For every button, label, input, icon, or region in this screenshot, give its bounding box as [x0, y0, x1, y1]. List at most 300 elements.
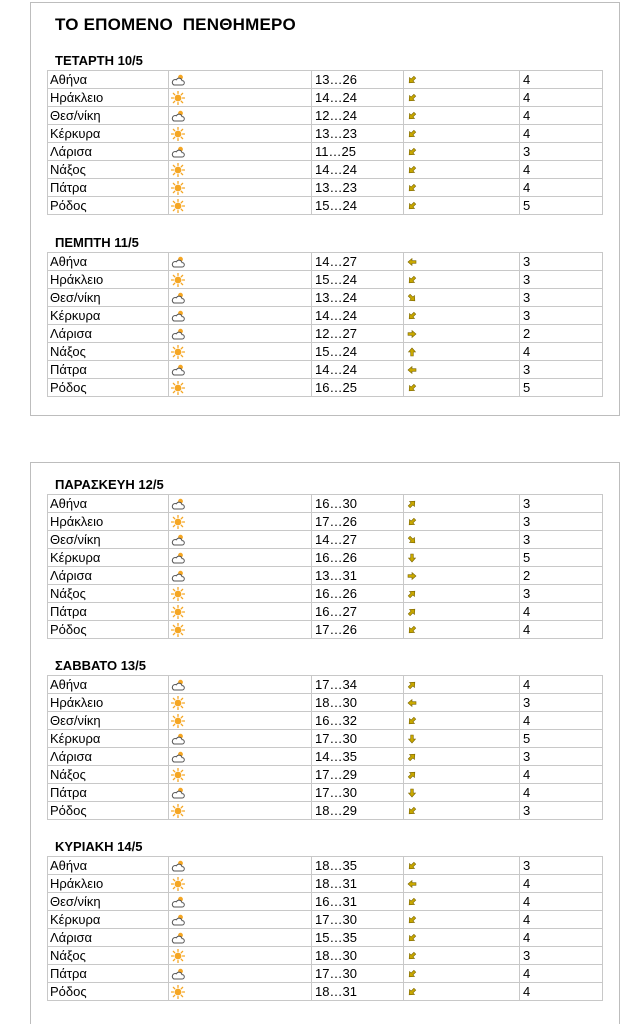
- temperature-range: 16…32: [312, 712, 404, 730]
- temperature-range: 17…26: [312, 513, 404, 531]
- table-row: [48, 361, 603, 379]
- wind-cell: [404, 71, 520, 89]
- temperature-range: 18…31: [312, 983, 404, 1001]
- wind-cell: [404, 585, 520, 603]
- sun-icon: [171, 804, 309, 818]
- weather-cell: [169, 361, 312, 379]
- partly-cloudy-icon: [171, 327, 309, 341]
- wind-beaufort: 4: [520, 89, 603, 107]
- wind-cell: [404, 983, 520, 1001]
- city-name: Κέρκυρα: [48, 307, 169, 325]
- partly-cloudy-icon: [171, 732, 309, 746]
- weather-cell: [169, 379, 312, 397]
- wind-cell: [404, 289, 520, 307]
- wind-w-icon: [407, 879, 517, 889]
- temperature-range: 16…26: [312, 549, 404, 567]
- wind-beaufort: 4: [520, 712, 603, 730]
- sun-icon: [171, 199, 309, 213]
- city-name: Αθήνα: [48, 71, 169, 89]
- wind-e-icon: [407, 329, 517, 339]
- city-name: Ηράκλειο: [48, 875, 169, 893]
- weather-cell: [169, 271, 312, 289]
- temperature-range: 15…24: [312, 271, 404, 289]
- weather-cell: [169, 621, 312, 639]
- weather-cell: [169, 585, 312, 603]
- wind-cell: [404, 784, 520, 802]
- wind-cell: [404, 567, 520, 585]
- table-row: [48, 983, 603, 1001]
- wind-cell: [404, 893, 520, 911]
- weather-cell: [169, 549, 312, 567]
- wind-cell: [404, 253, 520, 271]
- wind-beaufort: 3: [520, 802, 603, 820]
- wind-s-icon: [407, 788, 517, 798]
- wind-cell: [404, 694, 520, 712]
- wind-ne-icon: [407, 607, 517, 617]
- weather-cell: [169, 495, 312, 513]
- city-name: Ηράκλειο: [48, 89, 169, 107]
- wind-beaufort: 4: [520, 965, 603, 983]
- weather-cell: [169, 253, 312, 271]
- wind-beaufort: 4: [520, 911, 603, 929]
- wind-beaufort: 4: [520, 784, 603, 802]
- table-row: [48, 676, 603, 694]
- wind-beaufort: 4: [520, 621, 603, 639]
- table-row: [48, 748, 603, 766]
- table-row: [48, 143, 603, 161]
- sun-icon: [171, 605, 309, 619]
- weather-cell: [169, 893, 312, 911]
- city-name: Ηράκλειο: [48, 513, 169, 531]
- wind-beaufort: 4: [520, 929, 603, 947]
- wind-sw-icon: [407, 383, 517, 393]
- temperature-range: 18…31: [312, 875, 404, 893]
- temperature-range: 13…23: [312, 179, 404, 197]
- temperature-range: 18…35: [312, 857, 404, 875]
- wind-cell: [404, 379, 520, 397]
- wind-beaufort: 3: [520, 513, 603, 531]
- city-name: Αθήνα: [48, 676, 169, 694]
- weather-cell: [169, 307, 312, 325]
- wind-cell: [404, 712, 520, 730]
- sun-icon: [171, 515, 309, 529]
- wind-cell: [404, 621, 520, 639]
- table-row: [48, 585, 603, 603]
- weather-cell: [169, 89, 312, 107]
- day-title: ΠΑΡΑΣΚΕΥΗ 12/5: [55, 477, 164, 492]
- sun-icon: [171, 768, 309, 782]
- sun-icon: [171, 345, 309, 359]
- wind-beaufort: 5: [520, 549, 603, 567]
- wind-ne-icon: [407, 589, 517, 599]
- city-name: Πάτρα: [48, 965, 169, 983]
- weather-cell: [169, 784, 312, 802]
- weather-cell: [169, 911, 312, 929]
- wind-sw-icon: [407, 861, 517, 871]
- weather-cell: [169, 875, 312, 893]
- temperature-range: 15…24: [312, 197, 404, 215]
- table-row: [48, 513, 603, 531]
- wind-w-icon: [407, 257, 517, 267]
- wind-beaufort: 4: [520, 71, 603, 89]
- temperature-range: 18…30: [312, 947, 404, 965]
- table-row: [48, 343, 603, 361]
- temperature-range: 15…35: [312, 929, 404, 947]
- temperature-range: 14…35: [312, 748, 404, 766]
- page-title: ΤΟ ΕΠΟΜΕΝΟ ΠΕΝΘΗΜΕΡΟ: [55, 15, 296, 34]
- sun-icon: [171, 949, 309, 963]
- wind-beaufort: 3: [520, 143, 603, 161]
- wind-sw-icon: [407, 987, 517, 997]
- wind-cell: [404, 748, 520, 766]
- temperature-range: 14…24: [312, 361, 404, 379]
- city-name: Λάρισα: [48, 325, 169, 343]
- wind-e-icon: [407, 571, 517, 581]
- table-row: [48, 730, 603, 748]
- temperature-range: 17…30: [312, 911, 404, 929]
- temperature-range: 13…23: [312, 125, 404, 143]
- temperature-range: 16…25: [312, 379, 404, 397]
- table-row: [48, 289, 603, 307]
- temperature-range: 17…26: [312, 621, 404, 639]
- sun-icon: [171, 163, 309, 177]
- temperature-range: 13…24: [312, 289, 404, 307]
- wind-ne-icon: [407, 680, 517, 690]
- partly-cloudy-icon: [171, 931, 309, 945]
- city-name: Θεσ/νίκη: [48, 531, 169, 549]
- table-row: [48, 161, 603, 179]
- partly-cloudy-icon: [171, 255, 309, 269]
- table-row: [48, 549, 603, 567]
- partly-cloudy-icon: [171, 786, 309, 800]
- wind-cell: [404, 125, 520, 143]
- table-row: [48, 621, 603, 639]
- table-row: [48, 197, 603, 215]
- wind-cell: [404, 143, 520, 161]
- wind-beaufort: 3: [520, 857, 603, 875]
- city-name: Ρόδος: [48, 197, 169, 215]
- wind-w-icon: [407, 365, 517, 375]
- city-name: Ρόδος: [48, 379, 169, 397]
- forecast-table: [47, 70, 603, 215]
- city-name: Θεσ/νίκη: [48, 289, 169, 307]
- wind-beaufort: 3: [520, 495, 603, 513]
- wind-cell: [404, 307, 520, 325]
- wind-sw-icon: [407, 93, 517, 103]
- weather-cell: [169, 712, 312, 730]
- weather-cell: [169, 71, 312, 89]
- wind-cell: [404, 197, 520, 215]
- wind-sw-icon: [407, 915, 517, 925]
- city-name: Κέρκυρα: [48, 911, 169, 929]
- temperature-range: 14…24: [312, 89, 404, 107]
- page-sheet-2: [30, 462, 620, 1024]
- wind-sw-icon: [407, 897, 517, 907]
- forecast-table: [47, 856, 603, 1001]
- temperature-range: 12…27: [312, 325, 404, 343]
- table-row: [48, 71, 603, 89]
- day-title: ΚΥΡΙΑΚΗ 14/5: [55, 839, 143, 854]
- sun-icon: [171, 91, 309, 105]
- weather-cell: [169, 857, 312, 875]
- table-row: [48, 893, 603, 911]
- city-name: Πάτρα: [48, 603, 169, 621]
- sun-icon: [171, 985, 309, 999]
- sun-icon: [171, 623, 309, 637]
- table-row: [48, 784, 603, 802]
- sun-icon: [171, 273, 309, 287]
- table-row: [48, 495, 603, 513]
- temperature-range: 17…34: [312, 676, 404, 694]
- wind-sw-icon: [407, 111, 517, 121]
- wind-cell: [404, 343, 520, 361]
- wind-beaufort: 3: [520, 947, 603, 965]
- wind-cell: [404, 161, 520, 179]
- wind-beaufort: 3: [520, 748, 603, 766]
- temperature-range: 18…30: [312, 694, 404, 712]
- forecast-table: [47, 252, 603, 397]
- weather-cell: [169, 143, 312, 161]
- temperature-range: 11…25: [312, 143, 404, 161]
- wind-cell: [404, 513, 520, 531]
- wind-beaufort: 4: [520, 875, 603, 893]
- temperature-range: 18…29: [312, 802, 404, 820]
- table-row: [48, 89, 603, 107]
- weather-cell: [169, 197, 312, 215]
- temperature-range: 14…27: [312, 253, 404, 271]
- wind-cell: [404, 857, 520, 875]
- wind-beaufort: 3: [520, 694, 603, 712]
- table-row: [48, 179, 603, 197]
- wind-beaufort: 3: [520, 271, 603, 289]
- table-row: [48, 712, 603, 730]
- forecast-table: [47, 675, 603, 820]
- table-row: [48, 802, 603, 820]
- weather-cell: [169, 983, 312, 1001]
- partly-cloudy-icon: [171, 497, 309, 511]
- weather-cell: [169, 531, 312, 549]
- day-title: ΣΑΒΒΑΤΟ 13/5: [55, 658, 147, 673]
- temperature-range: 14…24: [312, 161, 404, 179]
- wind-beaufort: 5: [520, 730, 603, 748]
- wind-sw-icon: [407, 183, 517, 193]
- city-name: Νάξος: [48, 585, 169, 603]
- weather-cell: [169, 325, 312, 343]
- weather-cell: [169, 567, 312, 585]
- day-title: ΠΕΜΠΤΗ 11/5: [55, 235, 139, 250]
- wind-sw-icon: [407, 311, 517, 321]
- wind-sw-icon: [407, 517, 517, 527]
- partly-cloudy-icon: [171, 363, 309, 377]
- wind-se-icon: [407, 535, 517, 545]
- weather-cell: [169, 694, 312, 712]
- table-row: [48, 965, 603, 983]
- wind-cell: [404, 531, 520, 549]
- temperature-range: 13…31: [312, 567, 404, 585]
- wind-beaufort: 2: [520, 567, 603, 585]
- city-name: Νάξος: [48, 766, 169, 784]
- table-row: [48, 307, 603, 325]
- wind-ne-icon: [407, 770, 517, 780]
- temperature-range: 14…27: [312, 531, 404, 549]
- wind-cell: [404, 766, 520, 784]
- temperature-range: 16…26: [312, 585, 404, 603]
- partly-cloudy-icon: [171, 309, 309, 323]
- temperature-range: 12…24: [312, 107, 404, 125]
- partly-cloudy-icon: [171, 859, 309, 873]
- weather-cell: [169, 947, 312, 965]
- table-row: [48, 929, 603, 947]
- city-name: Λάρισα: [48, 748, 169, 766]
- wind-beaufort: 3: [520, 253, 603, 271]
- weather-cell: [169, 802, 312, 820]
- wind-beaufort: 4: [520, 766, 603, 784]
- sun-icon: [171, 181, 309, 195]
- partly-cloudy-icon: [171, 569, 309, 583]
- city-name: Πάτρα: [48, 179, 169, 197]
- weather-cell: [169, 748, 312, 766]
- wind-beaufort: 2: [520, 325, 603, 343]
- table-row: [48, 857, 603, 875]
- city-name: Νάξος: [48, 161, 169, 179]
- table-row: [48, 694, 603, 712]
- weather-cell: [169, 929, 312, 947]
- wind-cell: [404, 325, 520, 343]
- weather-cell: [169, 343, 312, 361]
- wind-beaufort: 3: [520, 361, 603, 379]
- temperature-range: 17…30: [312, 965, 404, 983]
- partly-cloudy-icon: [171, 109, 309, 123]
- wind-beaufort: 4: [520, 343, 603, 361]
- city-name: Αθήνα: [48, 857, 169, 875]
- wind-beaufort: 4: [520, 179, 603, 197]
- city-name: Νάξος: [48, 947, 169, 965]
- temperature-range: 17…30: [312, 784, 404, 802]
- table-row: [48, 325, 603, 343]
- table-row: [48, 531, 603, 549]
- city-name: Ρόδος: [48, 802, 169, 820]
- partly-cloudy-icon: [171, 145, 309, 159]
- city-name: Αθήνα: [48, 495, 169, 513]
- table-row: [48, 271, 603, 289]
- wind-cell: [404, 361, 520, 379]
- wind-ne-icon: [407, 499, 517, 509]
- sun-icon: [171, 587, 309, 601]
- city-name: Πάτρα: [48, 361, 169, 379]
- wind-beaufort: 4: [520, 983, 603, 1001]
- table-row: [48, 107, 603, 125]
- wind-w-icon: [407, 698, 517, 708]
- partly-cloudy-icon: [171, 967, 309, 981]
- city-name: Λάρισα: [48, 567, 169, 585]
- city-name: Θεσ/νίκη: [48, 893, 169, 911]
- city-name: Ρόδος: [48, 621, 169, 639]
- temperature-range: 17…29: [312, 766, 404, 784]
- weather-cell: [169, 730, 312, 748]
- wind-beaufort: 3: [520, 531, 603, 549]
- table-row: [48, 875, 603, 893]
- table-row: [48, 125, 603, 143]
- partly-cloudy-icon: [171, 533, 309, 547]
- wind-sw-icon: [407, 165, 517, 175]
- wind-sw-icon: [407, 625, 517, 635]
- forecast-table: [47, 494, 603, 639]
- wind-beaufort: 4: [520, 161, 603, 179]
- temperature-range: 16…27: [312, 603, 404, 621]
- sun-icon: [171, 696, 309, 710]
- wind-sw-icon: [407, 951, 517, 961]
- sun-icon: [171, 714, 309, 728]
- wind-beaufort: 4: [520, 125, 603, 143]
- weather-cell: [169, 107, 312, 125]
- wind-sw-icon: [407, 201, 517, 211]
- sun-icon: [171, 381, 309, 395]
- city-name: Ρόδος: [48, 983, 169, 1001]
- page-sheet-1: [30, 2, 620, 416]
- weather-cell: [169, 289, 312, 307]
- wind-cell: [404, 911, 520, 929]
- partly-cloudy-icon: [171, 73, 309, 87]
- weather-cell: [169, 179, 312, 197]
- wind-beaufort: 3: [520, 585, 603, 603]
- city-name: Θεσ/νίκη: [48, 712, 169, 730]
- wind-beaufort: 4: [520, 676, 603, 694]
- wind-cell: [404, 549, 520, 567]
- partly-cloudy-icon: [171, 750, 309, 764]
- wind-cell: [404, 676, 520, 694]
- city-name: Νάξος: [48, 343, 169, 361]
- wind-sw-icon: [407, 275, 517, 285]
- weather-cell: [169, 965, 312, 983]
- wind-beaufort: 5: [520, 379, 603, 397]
- wind-cell: [404, 947, 520, 965]
- table-row: [48, 567, 603, 585]
- wind-s-icon: [407, 734, 517, 744]
- temperature-range: 17…30: [312, 730, 404, 748]
- city-name: Αθήνα: [48, 253, 169, 271]
- wind-cell: [404, 603, 520, 621]
- temperature-range: 16…31: [312, 893, 404, 911]
- wind-beaufort: 4: [520, 893, 603, 911]
- wind-cell: [404, 107, 520, 125]
- wind-beaufort: 3: [520, 307, 603, 325]
- wind-cell: [404, 875, 520, 893]
- wind-se-icon: [407, 293, 517, 303]
- wind-beaufort: 4: [520, 107, 603, 125]
- city-name: Κέρκυρα: [48, 730, 169, 748]
- city-name: Ηράκλειο: [48, 271, 169, 289]
- wind-beaufort: 5: [520, 197, 603, 215]
- wind-s-icon: [407, 553, 517, 563]
- table-row: [48, 603, 603, 621]
- city-name: Κέρκυρα: [48, 125, 169, 143]
- wind-sw-icon: [407, 806, 517, 816]
- wind-sw-icon: [407, 147, 517, 157]
- weather-cell: [169, 125, 312, 143]
- sun-icon: [171, 127, 309, 141]
- table-row: [48, 379, 603, 397]
- wind-sw-icon: [407, 933, 517, 943]
- city-name: Λάρισα: [48, 143, 169, 161]
- temperature-range: 16…30: [312, 495, 404, 513]
- table-row: [48, 253, 603, 271]
- wind-cell: [404, 730, 520, 748]
- partly-cloudy-icon: [171, 678, 309, 692]
- weather-cell: [169, 513, 312, 531]
- table-row: [48, 911, 603, 929]
- partly-cloudy-icon: [171, 551, 309, 565]
- day-title: ΤΕΤΑΡΤΗ 10/5: [55, 53, 143, 68]
